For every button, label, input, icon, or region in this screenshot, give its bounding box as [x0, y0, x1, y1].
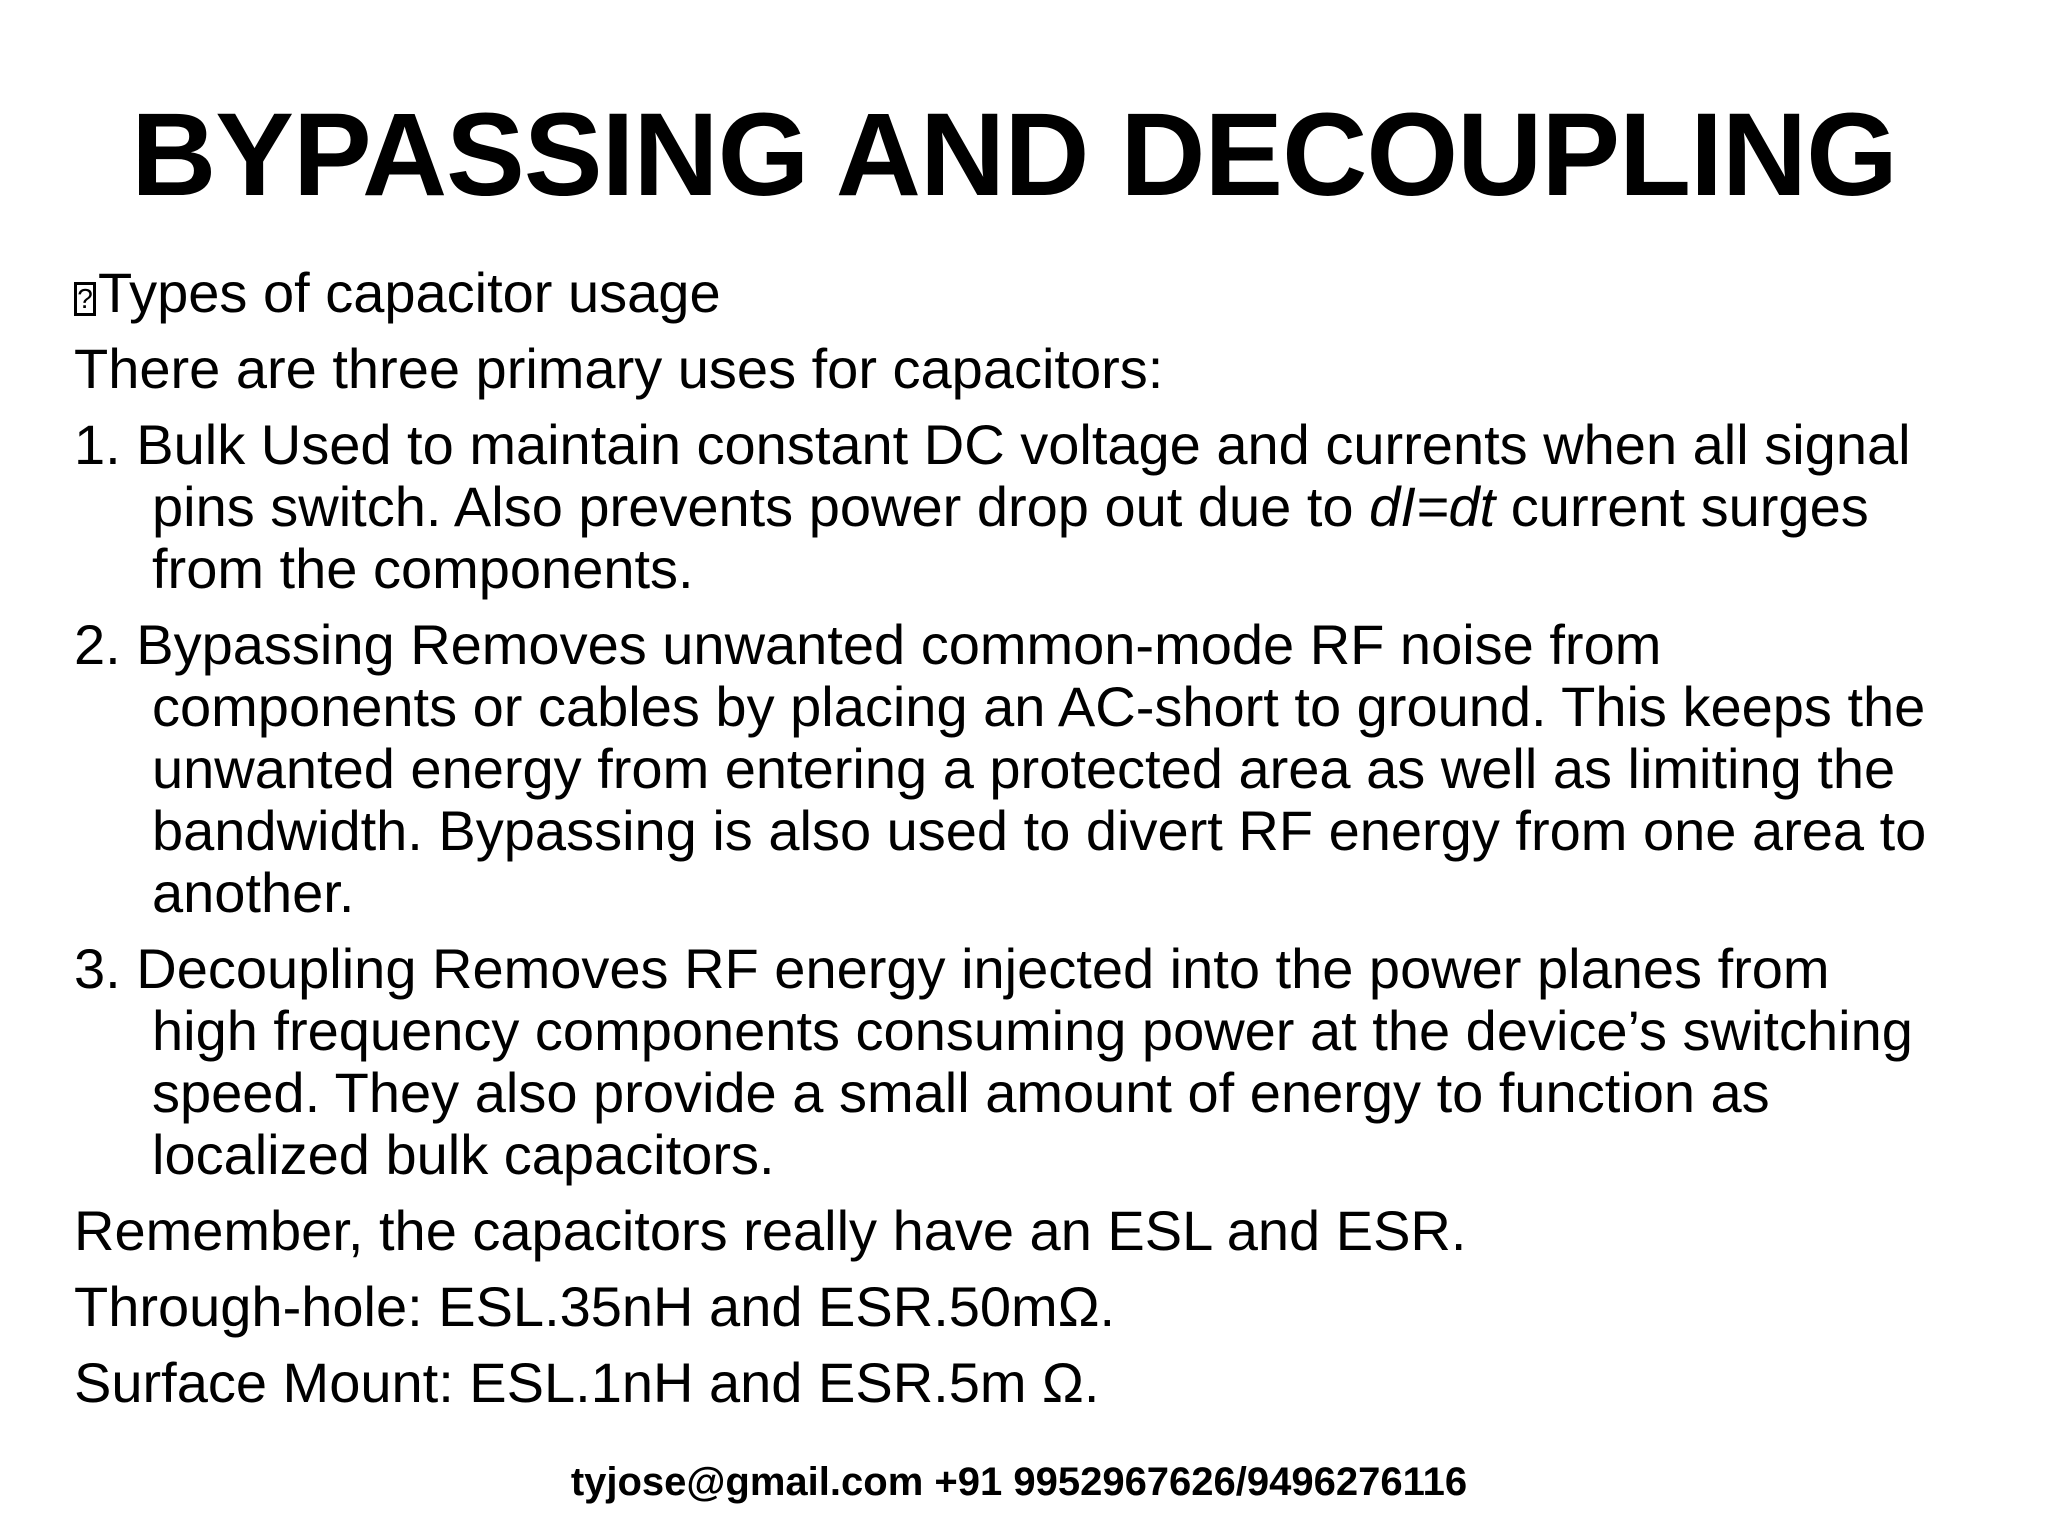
remember-line: Remember, the capacitors really have an ESL and ESR.: [74, 1199, 1467, 1262]
list-item-bypassing: [74, 614, 2004, 924]
list-item-continuation: speed. They also provide a small amount of energy to function as: [152, 1061, 1770, 1124]
through-hole-line: Through-hole: ESL.35nH and ESR.50mΩ.: [74, 1275, 1116, 1338]
list-item-text: Bulk Used to maintain constant DC voltage and currents when all signal: [136, 413, 1911, 476]
list-item-continuation: another.: [152, 861, 355, 924]
list-item-continuation: bandwidth. Bypassing is also used to divert RF energy from one area to: [152, 799, 1927, 862]
list-item-bulk: [74, 414, 2004, 600]
list-item-continuation: high frequency components consuming power at the device’s switching: [152, 999, 1913, 1062]
list-item-first-line: [74, 938, 2004, 1000]
list-item-text: pins switch. Also prevents power drop out due to: [152, 475, 1370, 538]
list-item-first-line: [74, 414, 2004, 476]
list-item-text: Bypassing Removes unwanted common-mode RF noise from: [136, 613, 1662, 676]
formula-text: dI=dt: [1369, 475, 1496, 538]
list-item-text: current surges: [1495, 475, 1869, 538]
intro-line: There are three primary uses for capacitors:: [74, 337, 1164, 400]
intro-heading: Types of capacitor usage: [98, 261, 721, 324]
list-item-continuation: from the components.: [152, 537, 694, 600]
list-item-continuation: components or cables by placing an AC-short to ground. This keeps the: [152, 675, 1926, 738]
list-item-text: Decoupling Removes RF energy injected into the power planes from: [136, 937, 1830, 1000]
list-item-number: 2.: [74, 613, 121, 676]
list-item-continuation: unwanted energy from entering a protected area as well as limiting the: [152, 737, 1896, 800]
slide-body: [74, 262, 2004, 1428]
intro-heading-line: [74, 262, 2004, 324]
list-item-number: 1.: [74, 413, 121, 476]
list-item-continuation: localized bulk capacitors.: [152, 1123, 775, 1186]
list-item-continuation: [74, 476, 2004, 538]
list-item-number: 3.: [74, 937, 121, 1000]
list-item-decoupling: [74, 938, 2004, 1186]
surface-mount-line: Surface Mount: ESL.1nH and ESR.5m Ω.: [74, 1351, 1100, 1414]
missing-glyph-icon: ?: [74, 282, 96, 316]
slide-title: BYPASSING AND DECOUPLING: [131, 89, 1897, 221]
contact-footer: tyjose@gmail.com +91 9952967626/9496276116: [570, 1460, 1468, 1504]
list-item-first-line: [74, 614, 2004, 676]
